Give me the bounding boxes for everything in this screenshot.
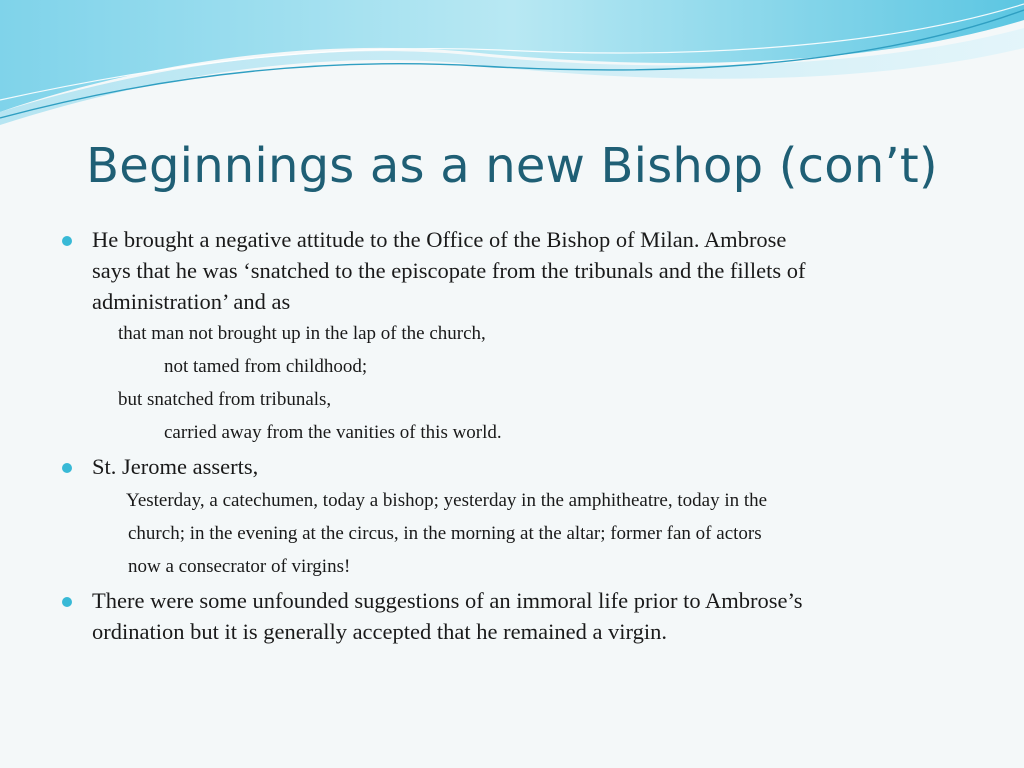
bullet-2-text: St. Jerome asserts, [92, 454, 259, 479]
bullet-3-line-1: There were some unfounded suggestions of an immoral life prior to Ambrose’s [92, 588, 803, 613]
bullet-dot-icon [62, 236, 72, 246]
quote-line-1: Yesterday, a catechumen, today a bishop; yesterday in the amphitheatre, today in the [126, 490, 768, 511]
subline-1: that man not brought up in the lap of the church, [118, 323, 486, 344]
subline-4: carried away from the vanities of this world. [164, 422, 502, 443]
bullet-3 [60, 585, 980, 647]
quote-line-2: church; in the evening at the circus, in the morning at the altar; former fan of actors [128, 523, 762, 544]
bullet-3-line-2: ordination but it is generally accepted that he remained a virgin. [92, 619, 668, 644]
decorative-wave-header [0, 0, 1024, 130]
bullet-1-line-2: says that he was ‘snatched to the episcopate from the tribunals and the fillets of [92, 258, 806, 283]
bullet-1-line-3: administration’ and as [92, 289, 291, 314]
bullet-1 [60, 224, 980, 317]
bullet-1-line-1: He brought a negative attitude to the Office of the Bishop of Milan. Ambrose [92, 227, 787, 252]
quote-line-3: now a consecrator of virgins! [128, 556, 351, 577]
bullet-2 [60, 451, 980, 482]
slide-content [60, 222, 980, 647]
subline-3: but snatched from tribunals, [118, 389, 332, 410]
bullet-dot-icon [62, 463, 72, 473]
subline-2: not tamed from childhood; [164, 356, 368, 377]
slide-title: Beginnings as a new Bishop (con’t) [86, 138, 938, 194]
bullet-dot-icon [62, 597, 72, 607]
